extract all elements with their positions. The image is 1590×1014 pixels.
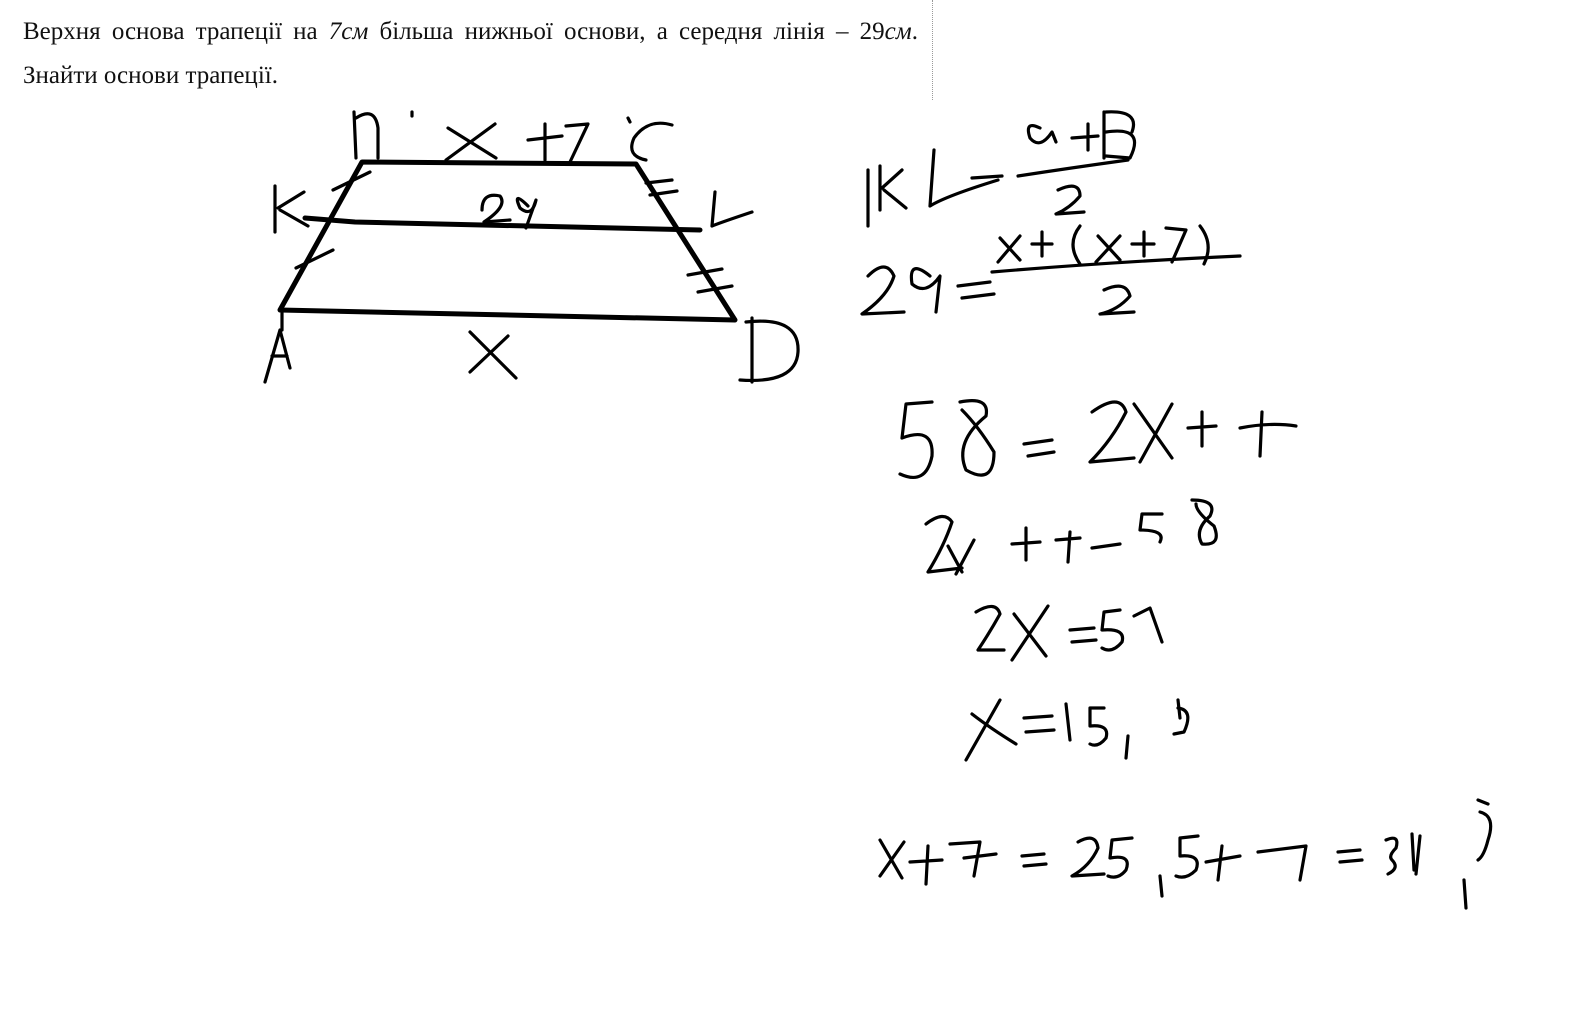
- topbase-25-5: [1072, 836, 1198, 896]
- problem-unit-1: см: [341, 18, 369, 45]
- solution-line-substitution: [862, 226, 1240, 314]
- line58-rhs: [1090, 402, 1296, 462]
- problem-text-3: . Знайти основи трапеції.: [23, 18, 918, 89]
- xvalue-rhs: [1066, 700, 1188, 758]
- topbase-result-32-5: [1386, 800, 1491, 908]
- bottom-base-label-x: [470, 332, 516, 378]
- line58-number: [900, 401, 994, 478]
- solution-line-x-value: [966, 700, 1188, 760]
- topbase-equals-2: [1338, 850, 1362, 862]
- topbase-x-plus-7: [880, 840, 996, 884]
- line2x-rhs-58: [1140, 500, 1216, 544]
- formula-kl-denominator: [1056, 186, 1084, 214]
- right-leg-tick-upper-1: [646, 180, 672, 183]
- point-label-l: [712, 192, 752, 226]
- line58-equals: [1024, 440, 1054, 456]
- trapezoid-figure: [280, 162, 735, 320]
- line2x-lhs: [926, 516, 1120, 574]
- topbase-equals-1: [1022, 854, 1046, 866]
- problem-unit-2: см: [884, 18, 912, 45]
- line51-rhs: [1102, 608, 1162, 650]
- xvalue-equals: [1024, 716, 1054, 732]
- vertex-label-c: [628, 118, 672, 160]
- problem-value-2: 29: [859, 18, 885, 45]
- problem-text-2: більша нижньої основи, а середня лінія –: [368, 18, 860, 45]
- vertex-labels: [265, 112, 798, 382]
- xvalue-lhs: [966, 700, 1016, 760]
- formula-kl-fraction-bar: [1018, 160, 1128, 176]
- substitution-lhs-29: [862, 267, 940, 314]
- line51-lhs: [976, 606, 1048, 660]
- vertex-label-b: [354, 112, 412, 158]
- vertex-label-d: [740, 318, 798, 382]
- solution-line-2x-plus-7: [926, 500, 1216, 574]
- solution-line-2x-equals-51: [976, 606, 1162, 660]
- solution-formula-kl: [868, 112, 1135, 226]
- vertex-label-a: [265, 310, 290, 382]
- left-leg-tick-upper: [333, 172, 370, 190]
- problem-value-1: 7: [328, 18, 342, 45]
- solution-line-top-base: [880, 800, 1491, 908]
- substitution-equals: [958, 282, 994, 298]
- top-base-label-x-plus-7: [446, 124, 588, 162]
- line51-equals: [1070, 628, 1096, 642]
- substitution-denominator: [1100, 286, 1134, 314]
- topbase-plus-7: [1206, 846, 1306, 880]
- formula-kl-numerator: [1028, 112, 1134, 158]
- problem-text-1: Верхня основа трапеції на: [23, 18, 329, 45]
- formula-kl-lhs: [868, 150, 1002, 226]
- point-label-k: [275, 186, 308, 232]
- trapezoid-outline: [280, 162, 735, 320]
- solution-line-58: [900, 401, 1296, 478]
